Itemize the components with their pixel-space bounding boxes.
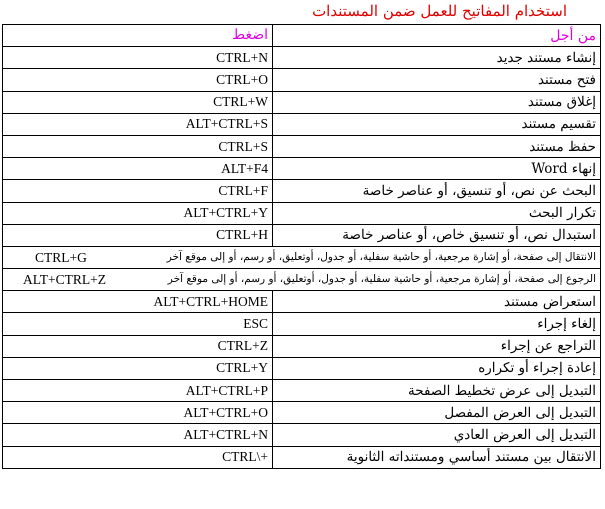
header-action: من أجل (273, 25, 601, 47)
shortcut-keys: CTRL\+ (3, 446, 273, 468)
goto-cell (3, 246, 601, 268)
shortcut-action: استعراض مستند (273, 291, 601, 313)
shortcuts-table (2, 24, 601, 469)
table-row (3, 380, 601, 402)
shortcut-keys: CTRL+Y (3, 357, 273, 379)
table-row (3, 357, 601, 379)
shortcut-keys: CTRL+F (3, 180, 273, 202)
shortcut-action: استبدال نص، أو تنسيق خاص، أو عناصر خاصة (273, 224, 601, 246)
header-keys: اضغط (3, 25, 273, 47)
table-header-row (3, 25, 601, 47)
table-row (3, 313, 601, 335)
shortcut-keys: CTRL+G (35, 249, 87, 265)
shortcut-action: تكرار البحث (273, 202, 601, 224)
shortcut-action: التراجع عن إجراء (273, 335, 601, 357)
shortcut-keys: CTRL+H (3, 224, 273, 246)
shortcut-keys: ALT+CTRL+Z (23, 272, 106, 288)
shortcut-keys: ALT+CTRL+N (3, 424, 273, 446)
shortcut-action: التبديل إلى العرض العادي (273, 424, 601, 446)
table-row (3, 202, 601, 224)
table-row (3, 424, 601, 446)
table-row (3, 180, 601, 202)
table-row (3, 91, 601, 113)
shortcut-action: إنشاء مستند جديد (273, 47, 601, 69)
table-row (3, 158, 601, 180)
table-row (3, 224, 601, 246)
shortcut-keys: CTRL+O (3, 69, 273, 91)
table-row (3, 47, 601, 69)
shortcut-action: الرجوع إلى صفحة، أو إشارة مرجعية، أو حاشية سفلية، أو جدول، أوتعليق، أو رسم، أو إلى موقع آخر (167, 273, 596, 286)
shortcut-keys: CTRL+N (3, 47, 273, 69)
table-row (3, 402, 601, 424)
shortcut-action: إنهاء Word (273, 158, 601, 180)
shortcut-keys: ALT+CTRL+S (3, 113, 273, 135)
shortcut-action: البحث عن نص، أو تنسيق، أو عناصر خاصة (273, 180, 601, 202)
shortcut-keys: ALT+CTRL+O (3, 402, 273, 424)
shortcut-keys: ALT+CTRL+P (3, 380, 273, 402)
shortcut-keys: CTRL+W (3, 91, 273, 113)
table-row (3, 135, 601, 157)
shortcut-action: إغلاق مستند (273, 91, 601, 113)
shortcut-action: الانتقال إلى صفحة، أو إشارة مرجعية، أو حاشية سفلية، أو جدول، أوتعليق، أو رسم، أو إلى موقع آخر (166, 250, 596, 263)
shortcut-keys: CTRL+S (3, 135, 273, 157)
shortcut-keys: ALT+CTRL+Y (3, 202, 273, 224)
table-row-goto (3, 246, 601, 268)
table-row (3, 69, 601, 91)
table-row-goback (3, 269, 601, 291)
table-row (3, 291, 601, 313)
document-title: استخدام المفاتيح للعمل ضمن المستندات (312, 2, 567, 20)
shortcut-action: الانتقال بين مستند أساسي ومستنداته الثانوية (273, 446, 601, 468)
shortcut-action: التبديل إلى عرض تخطيط الصفحة (273, 380, 601, 402)
shortcut-action: حفظ مستند (273, 135, 601, 157)
shortcut-action: التبديل إلى العرض المفصل (273, 402, 601, 424)
shortcut-action: إلغاء إجراء (273, 313, 601, 335)
shortcut-action: تقسيم مستند (273, 113, 601, 135)
table-row (3, 335, 601, 357)
table-row (3, 446, 601, 468)
shortcut-keys: ALT+CTRL+HOME (3, 291, 273, 313)
goback-cell (3, 269, 601, 291)
shortcut-keys: ESC (3, 313, 273, 335)
shortcut-action: إعادة إجراء أو تكراره (273, 357, 601, 379)
shortcut-keys: CTRL+Z (3, 335, 273, 357)
shortcut-action: فتح مستند (273, 69, 601, 91)
shortcut-keys: ALT+F4 (3, 158, 273, 180)
table-row (3, 113, 601, 135)
